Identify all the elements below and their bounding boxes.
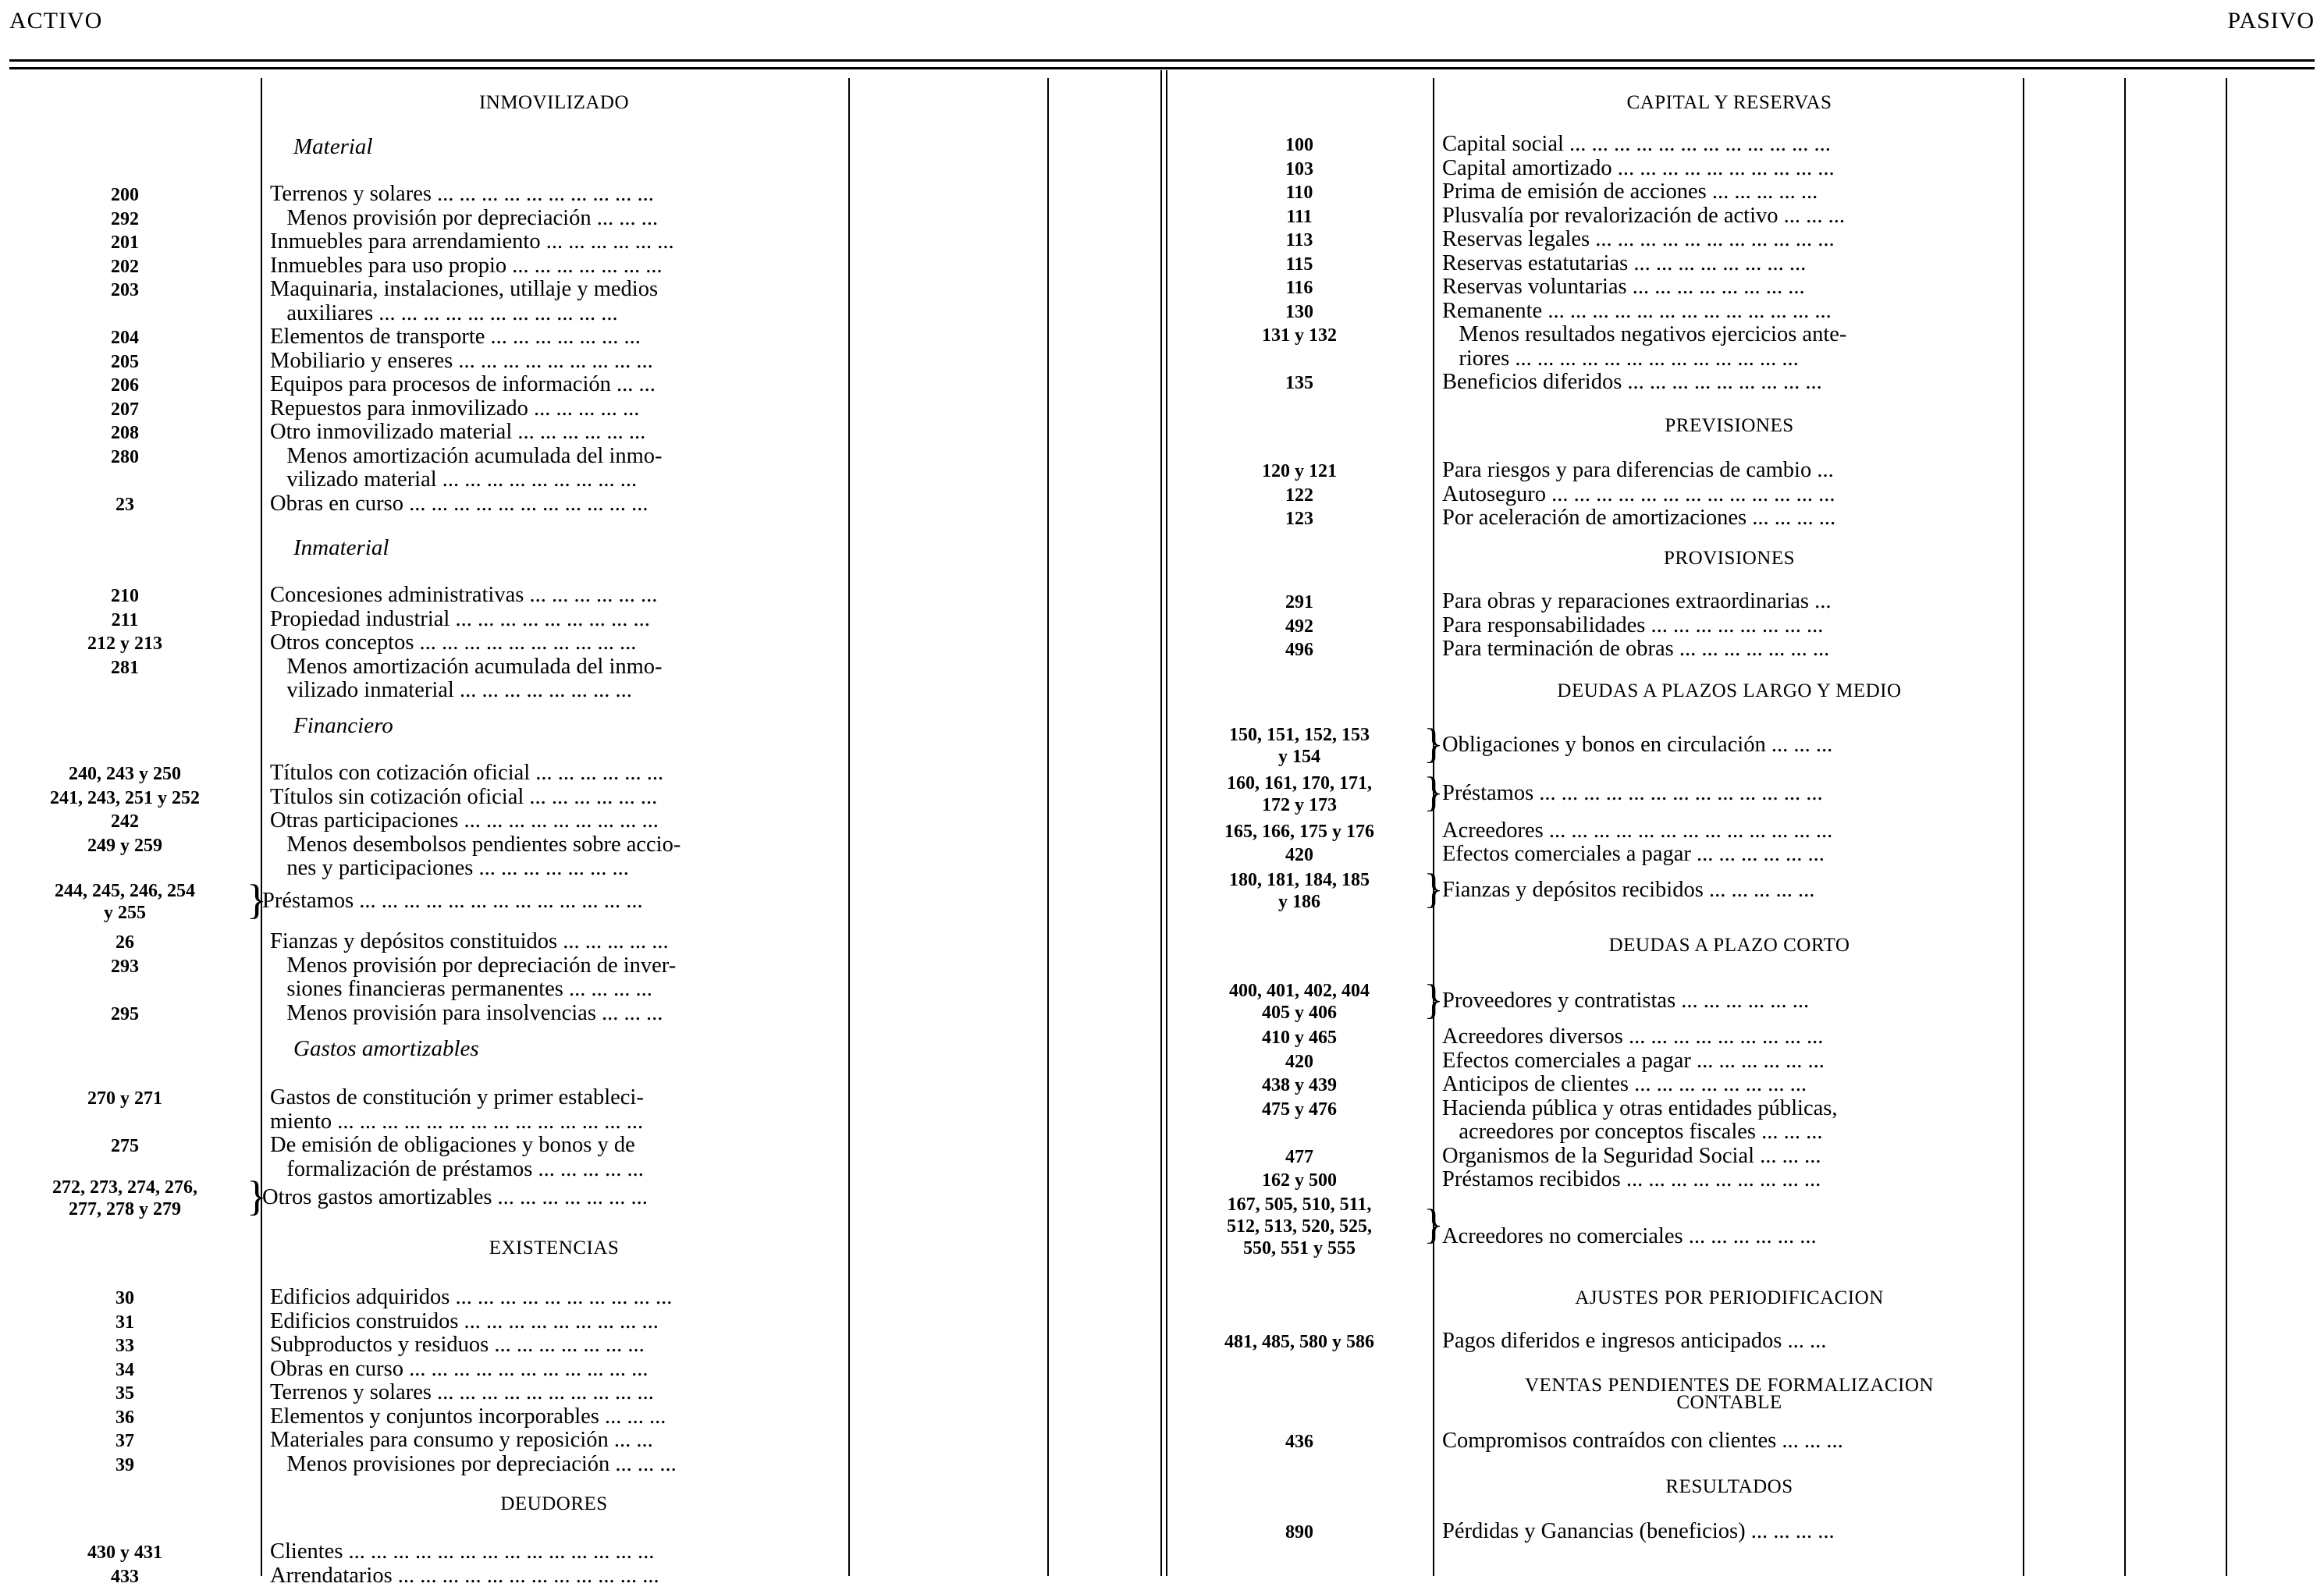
capital-row-label: Reservas estatutarias ... ... ... ... ... ... ... ... [1442, 251, 1807, 275]
ventas-row-code: 436 [1285, 1432, 1313, 1452]
capital-row-label: Capital amortizado ... ... ... ... ... ... ... ... ... ... [1442, 156, 1835, 180]
financiero-row-label: Títulos con cotización oficial ... ... ... ... ... ... [270, 761, 664, 785]
col-line-p4 [2226, 78, 2227, 1576]
material-row-label: Menos amortización acumulada del inmo- [270, 444, 663, 468]
ventas-row-label: Compromisos contraídos con clientes ... ... ... [1442, 1429, 1843, 1453]
heading-deudas-corto: DEUDAS A PLAZO CORTO [1608, 935, 1850, 956]
brace-icon: } [1423, 865, 1444, 912]
efectos-largo-row-label: Efectos comerciales a pagar ... ... ... ... ... ... [1442, 843, 1825, 866]
capital-row-code: 113 [1285, 230, 1313, 250]
corto-row-label: acreedores por conceptos fiscales ... ... ... [1442, 1120, 1823, 1144]
inmaterial-row-label: Propiedad industrial ... ... ... ... ... ... ... ... ... [270, 607, 650, 631]
capital-row-label: riores ... ... ... ... ... ... ... ... ... ... ... ... ... [1442, 346, 1799, 371]
center-line-2 [1166, 70, 1167, 1576]
heading-ajustes: AJUSTES POR PERIODIFICACION [1575, 1287, 1884, 1308]
material-row-code: 201 [111, 233, 139, 253]
material-row-label: Obras en curso ... ... ... ... ... ... ... ... ... ... ... [270, 492, 649, 516]
resultados-row-label: Pérdidas y Ganancias (beneficios) ... ... ... ... [1442, 1520, 1835, 1543]
capital-row-label: Beneficios diferidos ... ... ... ... ... ... ... ... ... [1442, 371, 1822, 394]
gastos-row-code: 275 [111, 1136, 139, 1156]
existencias-row-label: Materiales para consumo y reposición ... ... [270, 1429, 653, 1452]
provisiones-row-code: 496 [1285, 640, 1313, 660]
brace-icon: } [247, 1173, 267, 1219]
existencias-row-label: Menos provisiones por depreciación ... ... ... [270, 1452, 677, 1476]
prestamos-largo-row-code: 160, 161, 170, 171, [1227, 773, 1372, 793]
gastos-row-label: formalización de préstamos ... ... ... ... ... [270, 1157, 644, 1181]
existencias-row-label: Elementos y conjuntos incorporables ... ... ... [270, 1404, 666, 1429]
existencias-row-code: 31 [115, 1312, 134, 1333]
material-row-label: Equipos para procesos de información ... ... [270, 373, 656, 396]
prestamos-largo-row-code: 172 y 173 [1262, 795, 1337, 815]
no-comerciales-row-code: 167, 505, 510, 511, [1227, 1195, 1372, 1215]
inmaterial-row-code: 212 y 213 [87, 634, 162, 654]
brace-icon: } [1423, 976, 1444, 1023]
otros-gastos-row-label: Otros gastos amortizables ... ... ... ... ... ... ... [262, 1186, 648, 1209]
provisiones-row-label: Para terminación de obras ... ... ... ... ... ... ... [1442, 637, 1830, 661]
material-row-label: Mobiliario y enseres ... ... ... ... ... ... ... ... ... [270, 349, 653, 373]
financiero2-row-label: Fianzas y depósitos constituidos ... ... ... ... ... [270, 930, 669, 953]
capital-row-code: 110 [1285, 183, 1313, 203]
ajustes-row-label: Pagos diferidos e ingresos anticipados ... ... [1442, 1330, 1827, 1353]
inmaterial-row-label: Otros conceptos ... ... ... ... ... ... ... ... ... ... [270, 631, 637, 655]
previsiones-row-code: 122 [1285, 485, 1313, 506]
col-line-a2 [848, 78, 850, 1576]
inmaterial-row-code: 211 [111, 609, 139, 630]
proveedores-row-label: Proveedores y contratistas ... ... ... ... ... ... [1442, 989, 1810, 1013]
financiero2-row-label: Menos provisión para insolvencias ... ... ... [270, 1001, 663, 1025]
col-line-a3 [1047, 78, 1049, 1576]
acreedores-row-label: Acreedores ... ... ... ... ... ... ... ... ... ... ... ... ... [1442, 819, 1833, 843]
heading-deudas-largo: DEUDAS A PLAZOS LARGO Y MEDIO [1557, 680, 1902, 701]
provisiones-row-code: 492 [1285, 616, 1313, 637]
material-row-label: Elementos de transporte ... ... ... ... ... ... ... [270, 325, 641, 349]
material-row-code: 203 [111, 280, 139, 300]
brace-icon: } [1423, 720, 1444, 767]
top-rule-1 [9, 59, 2315, 62]
existencias-row-label: Edificios construidos ... ... ... ... ... ... ... ... ... [270, 1309, 659, 1333]
financiero-row-code: 249 y 259 [87, 835, 162, 856]
financiero2-row-code: 295 [111, 1003, 139, 1024]
proveedores-row-code: 400, 401, 402, 404 [1229, 981, 1370, 1001]
ajustes-row-code: 481, 485, 580 y 586 [1224, 1332, 1374, 1352]
obligaciones-row-code: 150, 151, 152, 153 [1229, 725, 1370, 745]
existencias-row-code: 36 [115, 1407, 134, 1428]
existencias-row-label: Subproductos y residuos ... ... ... ... ... ... ... [270, 1333, 645, 1357]
previsiones-row-code: 123 [1285, 509, 1313, 529]
deudores-row-code: 430 y 431 [87, 1543, 162, 1563]
obligaciones-row-code: y 154 [1278, 747, 1320, 767]
material-row-code: 23 [115, 494, 134, 515]
capital-row-label: Menos resultados negativos ejercicios ante- [1442, 323, 1847, 346]
capital-row-code: 116 [1285, 278, 1313, 298]
col-line-p3 [2124, 78, 2126, 1576]
prestamos-row-code: 244, 245, 246, 254 [55, 881, 195, 901]
gastos-row-label: miento ... ... ... ... ... ... ... ... ... ... ... ... ... ... [270, 1109, 644, 1134]
heading-deudores: DEUDORES [500, 1493, 608, 1514]
capital-row-code: 103 [1285, 158, 1313, 179]
existencias-row-code: 33 [115, 1336, 134, 1356]
heading-inmovilizado: INMOVILIZADO [478, 92, 630, 113]
financiero2-row-code: 293 [111, 956, 139, 977]
prestamos-largo-row-label: Préstamos ... ... ... ... ... ... ... ... ... ... ... ... ... [1442, 782, 1823, 805]
capital-row-code: 100 [1285, 135, 1313, 155]
corto-row-code: 475 y 476 [1262, 1099, 1337, 1120]
fianzas-row-code: y 186 [1278, 892, 1320, 912]
deudores-row-label: Arrendatarios ... ... ... ... ... ... ... ... ... ... ... ... [270, 1564, 659, 1588]
inmaterial-row-code: 281 [111, 657, 139, 678]
corto-row-label: Organismos de la Seguridad Social ... ... ... [1442, 1144, 1821, 1168]
deudores-row-code: 433 [111, 1566, 139, 1587]
capital-row-code: 131 y 132 [1262, 325, 1337, 346]
capital-row-code: 135 [1285, 373, 1313, 393]
material-row-code: 206 [111, 375, 139, 396]
capital-row-label: Reservas voluntarias ... ... ... ... ... ... ... ... [1442, 275, 1805, 299]
resultados-row-code: 890 [1285, 1522, 1313, 1543]
material-row-code: 200 [111, 185, 139, 205]
heading-capital: CAPITAL Y RESERVAS [1626, 92, 1832, 113]
gastos-row-label: Gastos de constitución y primer estableci- [270, 1086, 644, 1109]
heading-existencias: EXISTENCIAS [489, 1237, 620, 1259]
material-row-code: 207 [111, 399, 139, 420]
previsiones-row-label: Para riesgos y para diferencias de cambio ... [1442, 459, 1834, 482]
financiero-row-code: 242 [111, 811, 139, 832]
heading-provisiones: PROVISIONES [1663, 548, 1796, 569]
material-row-label: Otro inmovilizado material ... ... ... ... ... ... [270, 421, 646, 444]
material-row-code: 204 [111, 328, 139, 348]
heading-ventas-2: CONTABLE [1676, 1392, 1782, 1413]
provisiones-row-label: Para responsabilidades ... ... ... ... ... ... ... ... [1442, 613, 1824, 637]
subheading-gastos: Gastos amortizables [293, 1036, 479, 1061]
material-row-code: 202 [111, 256, 139, 277]
material-row-code: 205 [111, 351, 139, 372]
inmaterial-row-label: vilizado inmaterial ... ... ... ... ... ... ... ... [270, 679, 632, 702]
capital-row-code: 130 [1285, 301, 1313, 322]
existencias-row-code: 34 [115, 1359, 134, 1380]
heading-previsiones: PREVISIONES [1665, 415, 1794, 436]
heading-ventas: VENTAS PENDIENTES DE FORMALIZACION [1524, 1375, 1934, 1396]
financiero2-row-label: siones financieras permanentes ... ... ... ... [270, 978, 652, 1001]
financiero-row-label: Otras participaciones ... ... ... ... ... ... ... ... ... [270, 809, 659, 833]
deudores-row-label: Clientes ... ... ... ... ... ... ... ... ... ... ... ... ... ... [270, 1540, 655, 1564]
col-line-p2 [2023, 78, 2024, 1576]
corto-row-label: Efectos comerciales a pagar ... ... ... ... ... ... [1442, 1049, 1825, 1073]
existencias-row-code: 37 [115, 1431, 134, 1451]
no-comerciales-row-code: 550, 551 y 555 [1243, 1238, 1356, 1259]
financiero-row-code: 240, 243 y 250 [69, 764, 181, 784]
corto-row-label: Acreedores diversos ... ... ... ... ... ... ... ... ... [1442, 1025, 1824, 1049]
capital-row-label: Plusvalía por revalorización de activo ... ... ... [1442, 204, 1846, 228]
financiero-row-label: nes y participaciones ... ... ... ... ... ... ... [270, 857, 629, 880]
col-line-p1 [1433, 78, 1434, 1576]
otros-gastos-row-code: 277, 278 y 279 [69, 1199, 181, 1219]
brace-icon: } [247, 876, 267, 923]
existencias-row-code: 35 [115, 1383, 134, 1404]
subheading-financiero: Financiero [293, 713, 393, 738]
brace-icon: } [1423, 1201, 1444, 1248]
gastos-row-code: 270 y 271 [87, 1088, 162, 1109]
top-rule-2 [9, 67, 2315, 69]
existencias-row-label: Obras en curso ... ... ... ... ... ... ... ... ... ... ... [270, 1357, 649, 1381]
provisiones-row-label: Para obras y reparaciones extraordinarias ... [1442, 590, 1832, 613]
material-row-code: 280 [111, 446, 139, 467]
prestamos-row-code: y 255 [104, 903, 146, 923]
corto-row-code: 410 y 465 [1262, 1028, 1337, 1048]
capital-row-label: Remanente ... ... ... ... ... ... ... ... ... ... ... ... ... [1442, 299, 1832, 323]
col-line-a1 [261, 78, 262, 1576]
material-row-code: 208 [111, 423, 139, 443]
subheading-material: Material [293, 134, 373, 159]
acreedores-row-code: 165, 166, 175 y 176 [1224, 822, 1374, 842]
existencias-row-code: 39 [115, 1454, 134, 1475]
material-row-label: Maquinaria, instalaciones, utillaje y medios [270, 278, 659, 301]
capital-row-label: Reservas legales ... ... ... ... ... ... ... ... ... ... ... [1442, 228, 1835, 251]
otros-gastos-row-code: 272, 273, 274, 276, [52, 1177, 197, 1198]
capital-row-code: 111 [1286, 206, 1313, 227]
previsiones-row-label: Autoseguro ... ... ... ... ... ... ... ... ... ... ... ... ... [1442, 482, 1835, 506]
corto-row-code: 477 [1285, 1146, 1313, 1167]
material-row-code: 292 [111, 208, 139, 229]
inmaterial-row-code: 210 [111, 586, 139, 606]
heading-resultados: RESULTADOS [1665, 1476, 1793, 1497]
material-row-label: Menos provisión por depreciación ... ... ... [270, 206, 659, 230]
material-row-label: Repuestos para inmovilizado ... ... ... ... ... [270, 396, 640, 421]
corto-row-label: Préstamos recibidos ... ... ... ... ... ... ... ... ... [1442, 1168, 1821, 1191]
existencias-row-code: 30 [115, 1288, 134, 1308]
financiero2-row-code: 26 [115, 932, 134, 953]
corto-row-code: 162 y 500 [1262, 1170, 1337, 1191]
proveedores-row-code: 405 y 406 [1262, 1003, 1337, 1023]
obligaciones-row-label: Obligaciones y bonos en circulación ... ... ... [1442, 733, 1833, 757]
inmaterial-row-label: Concesiones administrativas ... ... ... ... ... ... [270, 584, 658, 607]
capital-row-code: 115 [1285, 254, 1313, 275]
financiero2-row-label: Menos provisión por depreciación de inver- [270, 953, 677, 978]
provisiones-row-code: 291 [1285, 592, 1313, 612]
efectos-largo-row-code: 420 [1285, 845, 1313, 865]
gastos-row-label: De emisión de obligaciones y bonos y de [270, 1134, 635, 1157]
capital-row-label: Prima de emisión de acciones ... ... ... ... ... [1442, 180, 1818, 204]
fianzas-row-code: 180, 181, 184, 185 [1229, 870, 1370, 890]
subheading-inmaterial: Inmaterial [293, 535, 389, 560]
material-row-label: Terrenos y solares ... ... ... ... ... ... ... ... ... ... [270, 183, 654, 206]
no-comerciales-row-label: Acreedores no comerciales ... ... ... ... ... ... [1442, 1225, 1817, 1248]
material-row-label: Inmuebles para uso propio ... ... ... ... ... ... ... [270, 254, 663, 278]
corto-row-code: 438 y 439 [1262, 1075, 1337, 1095]
corto-row-label: Hacienda pública y otras entidades públicas, [1442, 1096, 1838, 1120]
previsiones-row-label: Por aceleración de amortizaciones ... ... ... ... [1442, 506, 1836, 530]
fianzas-row-label: Fianzas y depósitos recibidos ... ... ... ... ... [1442, 879, 1815, 902]
financiero-row-label: Menos desembolsos pendientes sobre accio- [270, 833, 681, 857]
prestamos-row-label: Préstamos ... ... ... ... ... ... ... ... ... ... ... ... ... [262, 889, 643, 913]
previsiones-row-code: 120 y 121 [1262, 461, 1337, 481]
corto-row-code: 420 [1285, 1051, 1313, 1072]
capital-row-label: Capital social ... ... ... ... ... ... ... ... ... ... ... ... [1442, 133, 1831, 156]
brace-icon: } [1423, 769, 1444, 815]
material-row-label: vilizado material ... ... ... ... ... ... ... ... ... [270, 468, 638, 492]
financiero-row-label: Títulos sin cotización oficial ... ... ... ... ... ... [270, 785, 658, 809]
center-line-1 [1160, 70, 1162, 1576]
header-activo: ACTIVO [9, 8, 103, 34]
existencias-row-label: Terrenos y solares ... ... ... ... ... ... ... ... ... ... [270, 1381, 654, 1404]
existencias-row-label: Edificios adquiridos ... ... ... ... ... ... ... ... ... ... [270, 1286, 673, 1309]
inmaterial-row-label: Menos amortización acumulada del inmo- [270, 655, 663, 679]
corto-row-label: Anticipos de clientes ... ... ... ... ... ... ... ... [1442, 1073, 1807, 1096]
no-comerciales-row-code: 512, 513, 520, 525, [1227, 1216, 1372, 1237]
material-row-label: Inmuebles para arrendamiento ... ... ... ... ... ... [270, 230, 674, 254]
material-row-label: auxiliares ... ... ... ... ... ... ... ... ... ... ... [270, 301, 618, 325]
financiero-row-code: 241, 243, 251 y 252 [50, 787, 200, 808]
header-pasivo: PASIVO [2227, 8, 2315, 34]
